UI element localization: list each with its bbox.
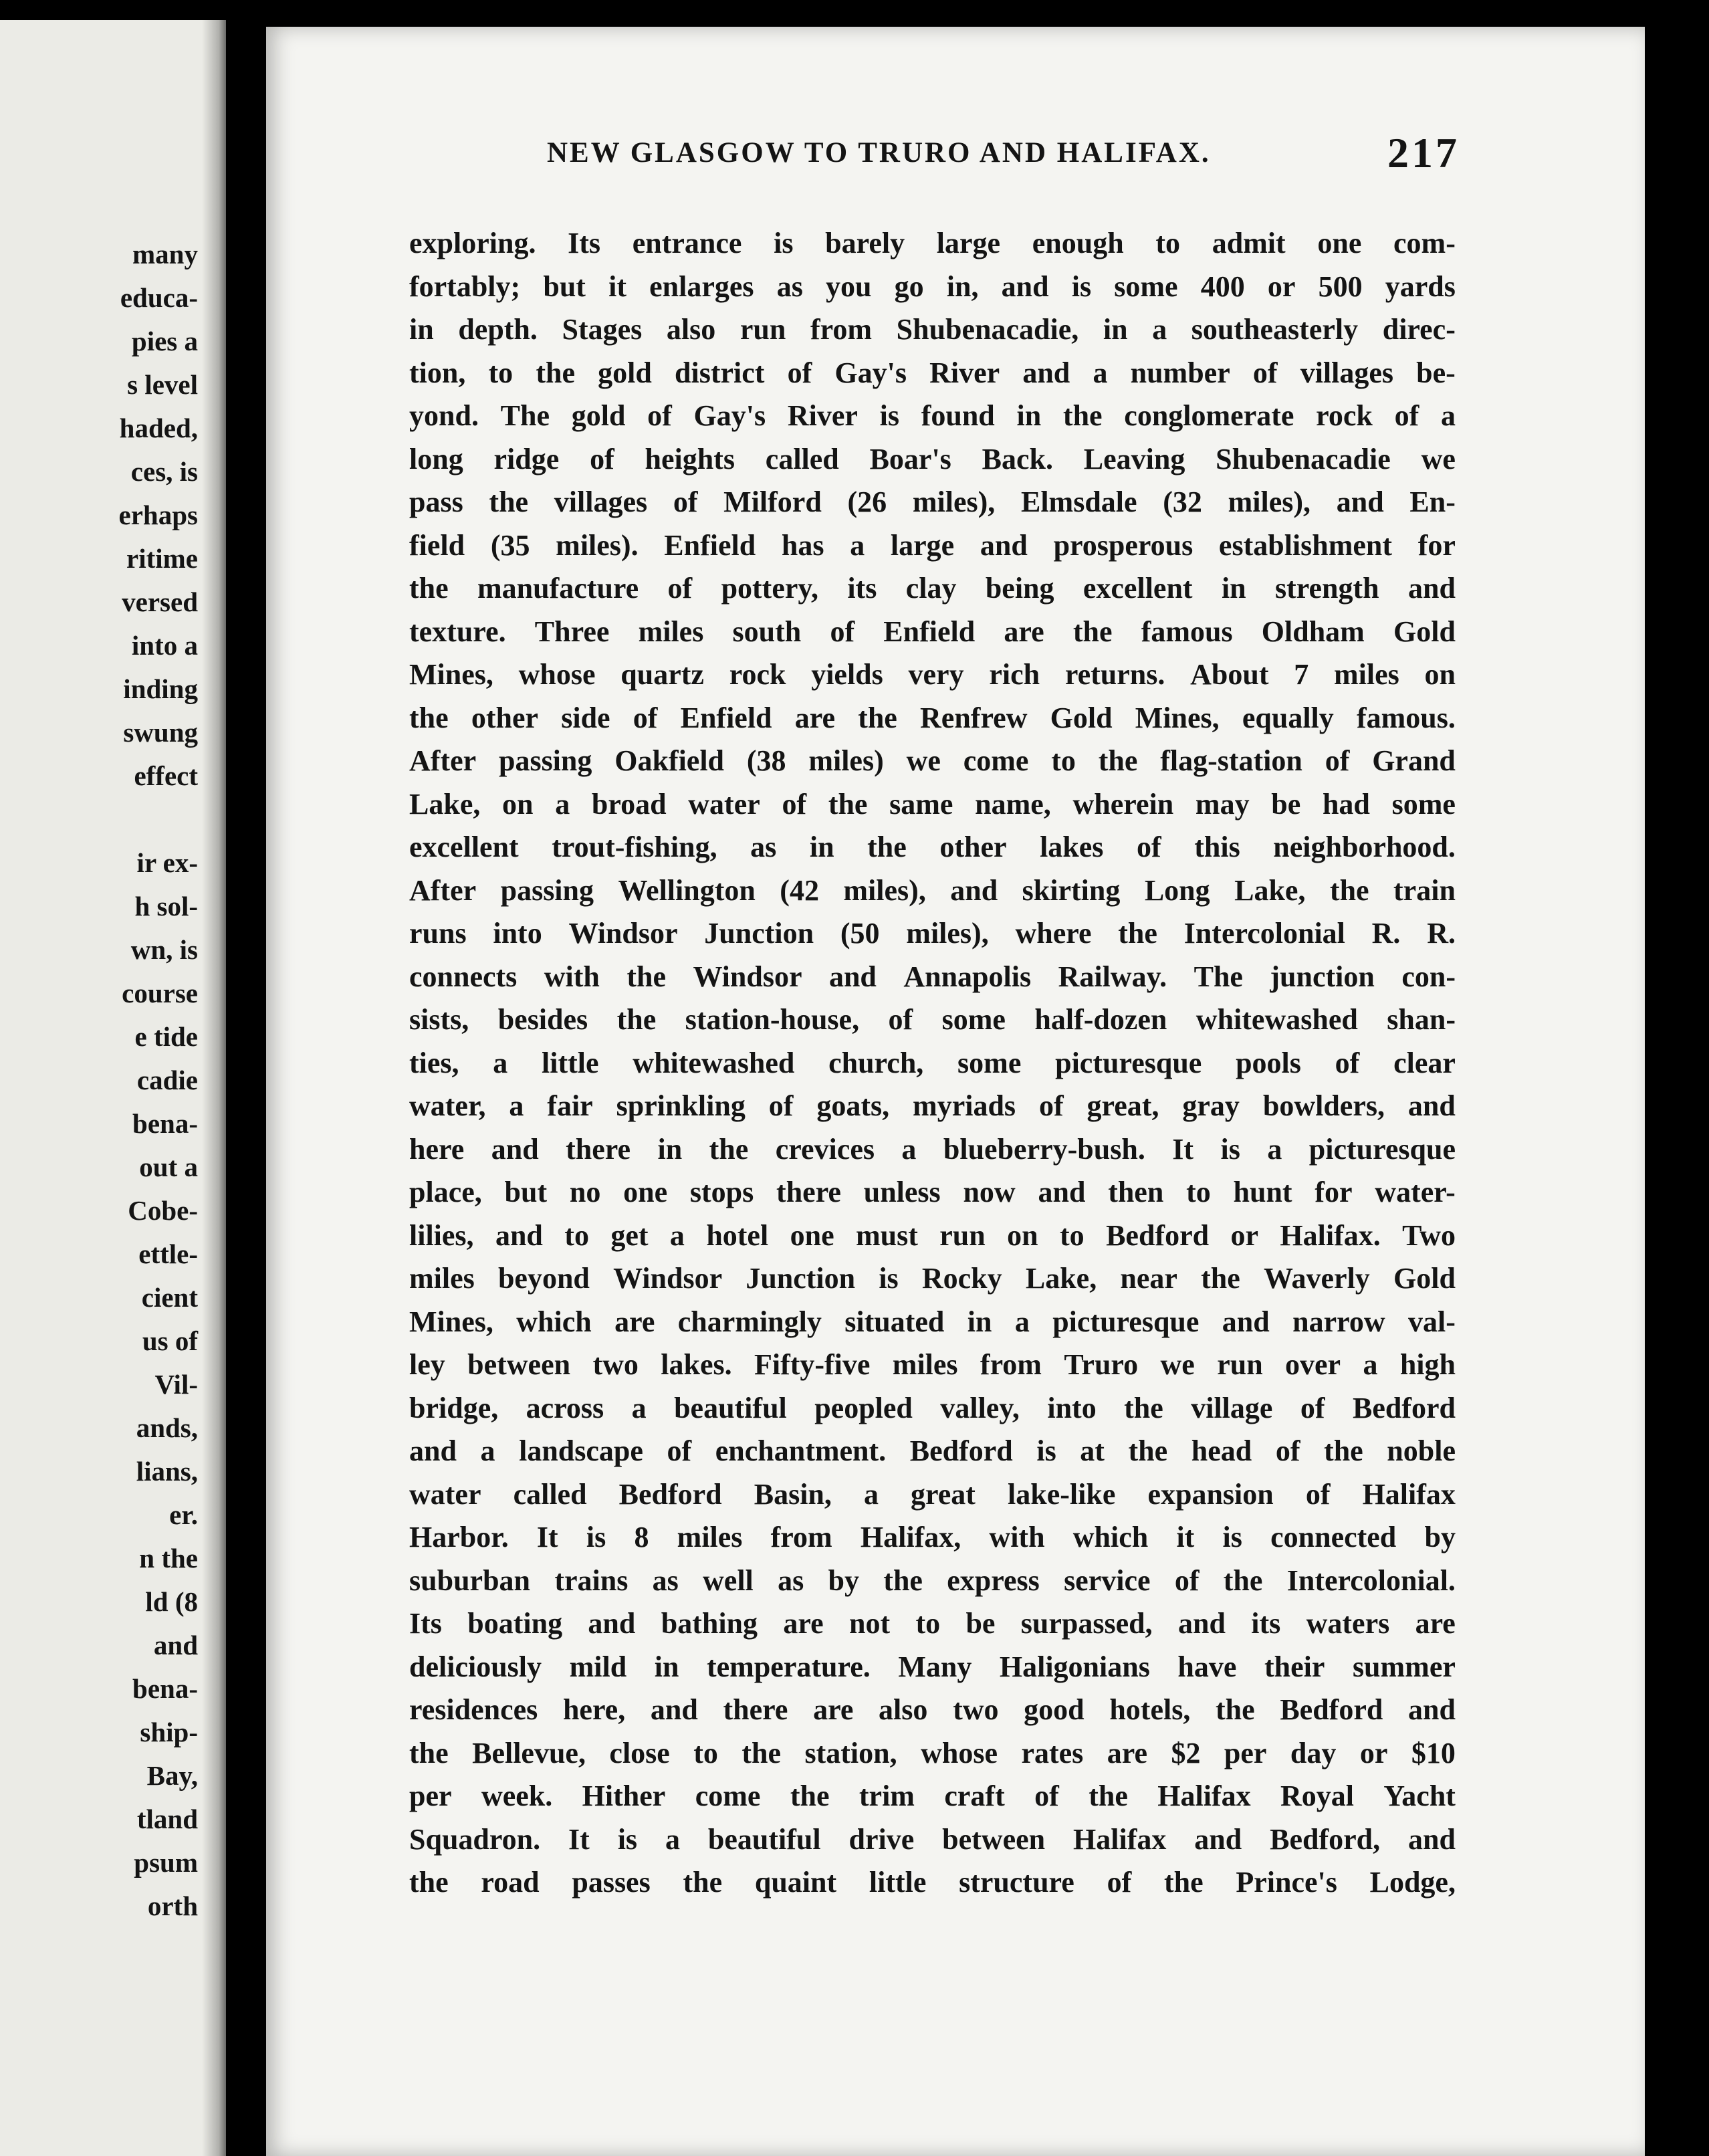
text-line: long ridge of heights called Boar's Back. Leaving Shubenacadie we — [409, 442, 1456, 475]
previous-page-line: e tide — [134, 1021, 198, 1052]
previous-page-line: n the — [139, 1543, 198, 1574]
previous-page-line: ces, is — [130, 456, 198, 487]
text-line: bridge, across a beautiful peopled valley, into the village of Bedford — [409, 1391, 1456, 1424]
running-head: NEW GLASGOW TO TRURO AND HALIFAX. — [547, 137, 1211, 169]
text-line: Squadron. It is a beautiful drive between Halifax and Bedford, and — [409, 1822, 1456, 1856]
text-line: pass the villages of Milford (26 miles), Elmsdale (32 miles), and En- — [409, 486, 1456, 518]
text-line: the road passes the quaint little structure of the Prince's Lodge, — [409, 1866, 1456, 1899]
page-header — [547, 128, 1460, 189]
text-line: the other side of Enfield are the Renfrew Gold Mines, equally famous. — [409, 701, 1456, 734]
text-line: yond. The gold of Gay's River is found in the conglomerate rock of a — [409, 399, 1456, 432]
text-line: residences here, and there are also two good hotels, the Bedford and — [409, 1693, 1456, 1726]
previous-page-line: orth — [147, 1891, 198, 1921]
previous-page-line: bena- — [132, 1673, 198, 1704]
text-line: water, a fair sprinkling of goats, myriads of great, gray bowlders, and — [409, 1089, 1456, 1122]
previous-page-line: us of — [142, 1325, 198, 1356]
text-line: per week. Hither come the trim craft of the Halifax Royal Yacht — [409, 1780, 1456, 1812]
text-line: field (35 miles). Enfield has a large and prosperous establishment for — [409, 528, 1456, 562]
text-line: water called Bedford Basin, a great lake-like expansion of Halifax — [409, 1477, 1456, 1511]
previous-page-line: ands, — [136, 1412, 198, 1443]
text-line: suburban trains as well as by the express service of the Intercolonial. — [409, 1564, 1456, 1597]
text-line: miles beyond Windsor Junction is Rocky Lake, near the Waverly Gold — [409, 1262, 1456, 1295]
previous-page-line: Vil- — [154, 1369, 198, 1400]
previous-page-line: ettle- — [138, 1238, 198, 1269]
previous-page-line: out a — [139, 1152, 198, 1182]
text-line: connects with the Windsor and Annapolis Railway. The junction con- — [409, 960, 1456, 993]
previous-page-line: and — [153, 1630, 198, 1660]
page-body — [409, 222, 1456, 1905]
previous-page-line: swung — [123, 717, 198, 748]
text-line: After passing Wellington (42 miles), and skirting Long Lake, the train — [409, 873, 1456, 907]
text-line: Mines, which are charmingly situated in a picturesque and narrow val- — [409, 1305, 1456, 1338]
previous-page-line: Cobe- — [128, 1195, 198, 1226]
previous-page-line: cadie — [136, 1065, 198, 1095]
previous-page-line: effect — [134, 760, 198, 791]
text-line: in depth. Stages also run from Shubenacadie, in a southeasterly direc- — [409, 313, 1456, 346]
text-line: Mines, whose quartz rock yields very rich returns. About 7 miles on — [409, 658, 1456, 691]
previous-page-line: versed — [122, 586, 198, 617]
previous-page-line: wn, is — [130, 934, 198, 965]
previous-page-line: educa- — [120, 282, 198, 313]
text-line: Its boating and bathing are not to be surpassed, and its waters are — [409, 1607, 1456, 1640]
previous-page-line: psum — [134, 1847, 198, 1878]
previous-page-line: ld (8 — [145, 1586, 198, 1617]
text-line: ley between two lakes. Fifty-five miles from Truro we run over a high — [409, 1348, 1456, 1381]
text-line: the Bellevue, close to the station, whose rates are $2 per day or $10 — [409, 1736, 1456, 1769]
previous-page-line: ir ex- — [136, 847, 198, 878]
text-line: sists, besides the station-house, of some half-dozen whitewashed shan- — [409, 1003, 1456, 1036]
text-line: exploring. Its entrance is barely large enough to admit one com- — [409, 227, 1456, 259]
text-line: and a landscape of enchantment. Bedford is at the head of the noble — [409, 1434, 1456, 1467]
text-line: lilies, and to get a hotel one must run on to Bedford or Halifax. Two — [409, 1218, 1456, 1252]
text-line: ties, a little whitewashed church, some picturesque pools of clear — [409, 1046, 1456, 1079]
previous-page-line: lians, — [136, 1456, 198, 1487]
previous-page-line: s level — [127, 369, 198, 400]
previous-page-line: into a — [131, 630, 198, 661]
previous-page-text — [119, 233, 198, 1928]
previous-page-line: er. — [169, 1499, 198, 1530]
previous-page-line: cient — [141, 1282, 198, 1313]
text-line: runs into Windsor Junction (50 miles), where the Intercolonial R. R. — [409, 917, 1456, 950]
previous-page-line: haded, — [119, 413, 198, 443]
text-line: fortably; but it enlarges as you go in, and is some 400 or 500 yards — [409, 270, 1456, 303]
previous-page-line: inding — [123, 673, 198, 704]
text-line: here and there in the crevices a blueberry-bush. It is a picturesque — [409, 1132, 1456, 1166]
text-line: Lake, on a broad water of the same name, wherein may be had some — [409, 787, 1456, 821]
previous-page-line: bena- — [132, 1108, 198, 1139]
previous-page-line: ritime — [126, 543, 198, 574]
page-number: 217 — [1387, 129, 1460, 177]
previous-page-line: pies a — [131, 326, 198, 356]
text-line: place, but no one stops there unless now and then to hunt for water- — [409, 1176, 1456, 1208]
gutter-shadow — [202, 20, 226, 2156]
text-line: Harbor. It is 8 miles from Halifax, with which it is connected by — [409, 1521, 1456, 1553]
text-line: excellent trout-fishing, as in the other lakes of this neighborhood. — [409, 831, 1456, 863]
text-line: tion, to the gold district of Gay's River and a number of villages be- — [409, 356, 1456, 389]
text-line: texture. Three miles south of Enfield are the famous Oldham Gold — [409, 615, 1456, 648]
text-line: the manufacture of pottery, its clay being excellent in strength and — [409, 572, 1456, 605]
previous-page-fragment — [0, 20, 226, 2156]
text-line: deliciously mild in temperature. Many Haligonians have their summer — [409, 1650, 1456, 1683]
previous-page-line: ship- — [140, 1717, 198, 1747]
previous-page-line: h sol- — [134, 891, 198, 922]
previous-page-line: course — [122, 978, 198, 1008]
previous-page-line: erhaps — [118, 500, 198, 530]
previous-page-line: tland — [136, 1804, 198, 1834]
previous-page-line — [119, 798, 198, 841]
previous-page-line: Bay, — [146, 1760, 198, 1791]
text-line: After passing Oakfield (38 miles) we come to the flag-station of Grand — [409, 744, 1456, 777]
previous-page-line: many — [132, 239, 198, 270]
